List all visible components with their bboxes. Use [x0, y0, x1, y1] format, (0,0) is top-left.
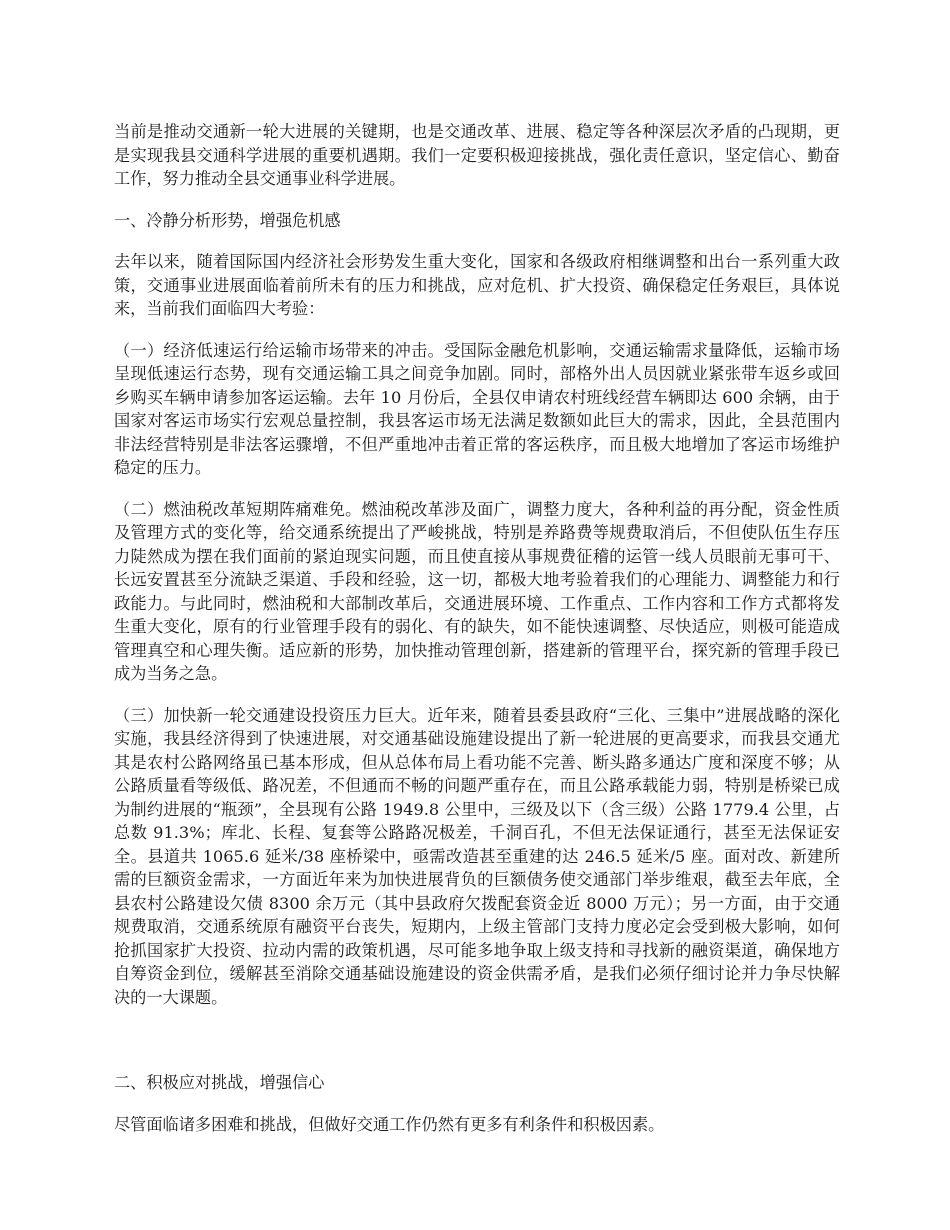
- section-heading-2: 二、积极应对挑战，增强信心: [114, 1073, 325, 1092]
- section-heading-1: 一、冷静分析形势，增强危机感: [114, 210, 341, 230]
- closing-paragraph: 尽管面临诸多困难和挑战，但做好交通工作仍然有更多有利条件和积极因素。: [114, 1114, 665, 1134]
- test-1-paragraph: （一）经济低速运行给运输市场带来的冲击。受国际金融危机影响，交通运输需求量降低，运输市场呈现低速运行态势，现有交通运输工具之间竞争加剧。同时，部格外出人员因就业紧张带车返乡或回乡购买车辆申请参加客运运输。去年 10 月份后，全县仅申请农村班线经营车辆即达 600 余辆，由于国家对客运市场实行宏观总量控制，我县客运市场无法满足数额如此巨大的需求，因此，全县范围内非法经营特别是非法客运骤增，不但严重地冲击着正常的客运秩序，而且极大地增加了客运市场维护稳定的压力。: [114, 340, 840, 477]
- overview-paragraph: 去年以来，随着国际国内经济社会形势发生重大变化，国家和各级政府相继调整和出台一系列重大政策，交通事业进展面临着前所未有的压力和挑战，应对危机、扩大投资、确保稳定任务艰巨，具体说来，当前我们面临四大考验：: [114, 252, 840, 318]
- test-3-paragraph: （三）加快新一轮交通建设投资压力巨大。近年来，随着县委县政府“三化、三集中”进展战略的深化实施，我县经济得到了快速进展，对交通基础设施建设提出了新一轮进展的更高要求，而我县交通尤其是农村公路网络虽已基本形成，但从总体布局上看功能不完善、断头路多通达广度和深度不够；从公路质量看等级低、路况差，不但通而不畅的问题严重存在，而且公路承载能力弱，特别是桥梁已成为制约进展的“瓶颈”，全县现有公路 1949.8 公里中，三级及以下（含三级）公路 1779.4 公里，占总数 91.3%；库北、长程、复套等公路路况极差，千洞百孔，不但无法保证通行，甚至无法保证安全。县道共 1065.6 延米/38 座桥梁中，亟需改造甚至重建的达 246.5 延米/5 座。面对改、新建所需的巨额资金需求，一方面近年来为加快进展背负的巨额债务使交通部门举步维艰，截至去年底，全县农村公路建设欠债 8300 余万元（其中县政府欠拨配套资金近 8000 万元）；另一方面，由于交通规费取消，交通系统原有融资平台丧失，短期内，上级主管部门支持力度必定会受到极大影响，如何抢抓国家扩大投资、拉动内需的政策机遇，尽可能多地争取上级支持和寻找新的融资渠道，确保地方自筹资金到位，缓解甚至消除交通基础设施建设的资金供需矛盾，是我们必须仔细讨论并力争尽快解决的一大课题。: [114, 705, 840, 1007]
- intro-paragraph: 当前是推动交通新一轮大进展的关键期，也是交通改革、进展、稳定等各种深层次矛盾的凸现期，更是实现我县交通科学进展的重要机遇期。我们一定要积极迎接挑战，强化责任意识，坚定信心、勤奋工作，努力推动全县交通事业科学进展。: [114, 122, 840, 188]
- test-2-paragraph: （二）燃油税改革短期阵痛难免。燃油税改革涉及面广，调整力度大，各种利益的再分配，资金性质及管理方式的变化等，给交通系统提出了严峻挑战，特别是养路费等规费取消后，不但使队伍生存压力陡然成为摆在我们面前的紧迫现实问题，而且使直接从事规费征稽的运管一线人员眼前无事可干、长远安置甚至分流缺乏渠道、手段和经验，这一切，都极大地考验着我们的心理能力、调整能力和行政能力。与此同时，燃油税和大部制改革后，交通进展环境、工作重点、工作内容和工作方式都将发生重大变化，原有的行业管理手段有的弱化、有的缺失，如不能快速调整、尽快适应，则极可能造成管理真空和心理失衡。适应新的形势，加快推动管理创新，搭建新的管理平台，探究新的管理手段已成为当务之急。: [114, 499, 840, 683]
- document-body: [114, 120, 840, 1136]
